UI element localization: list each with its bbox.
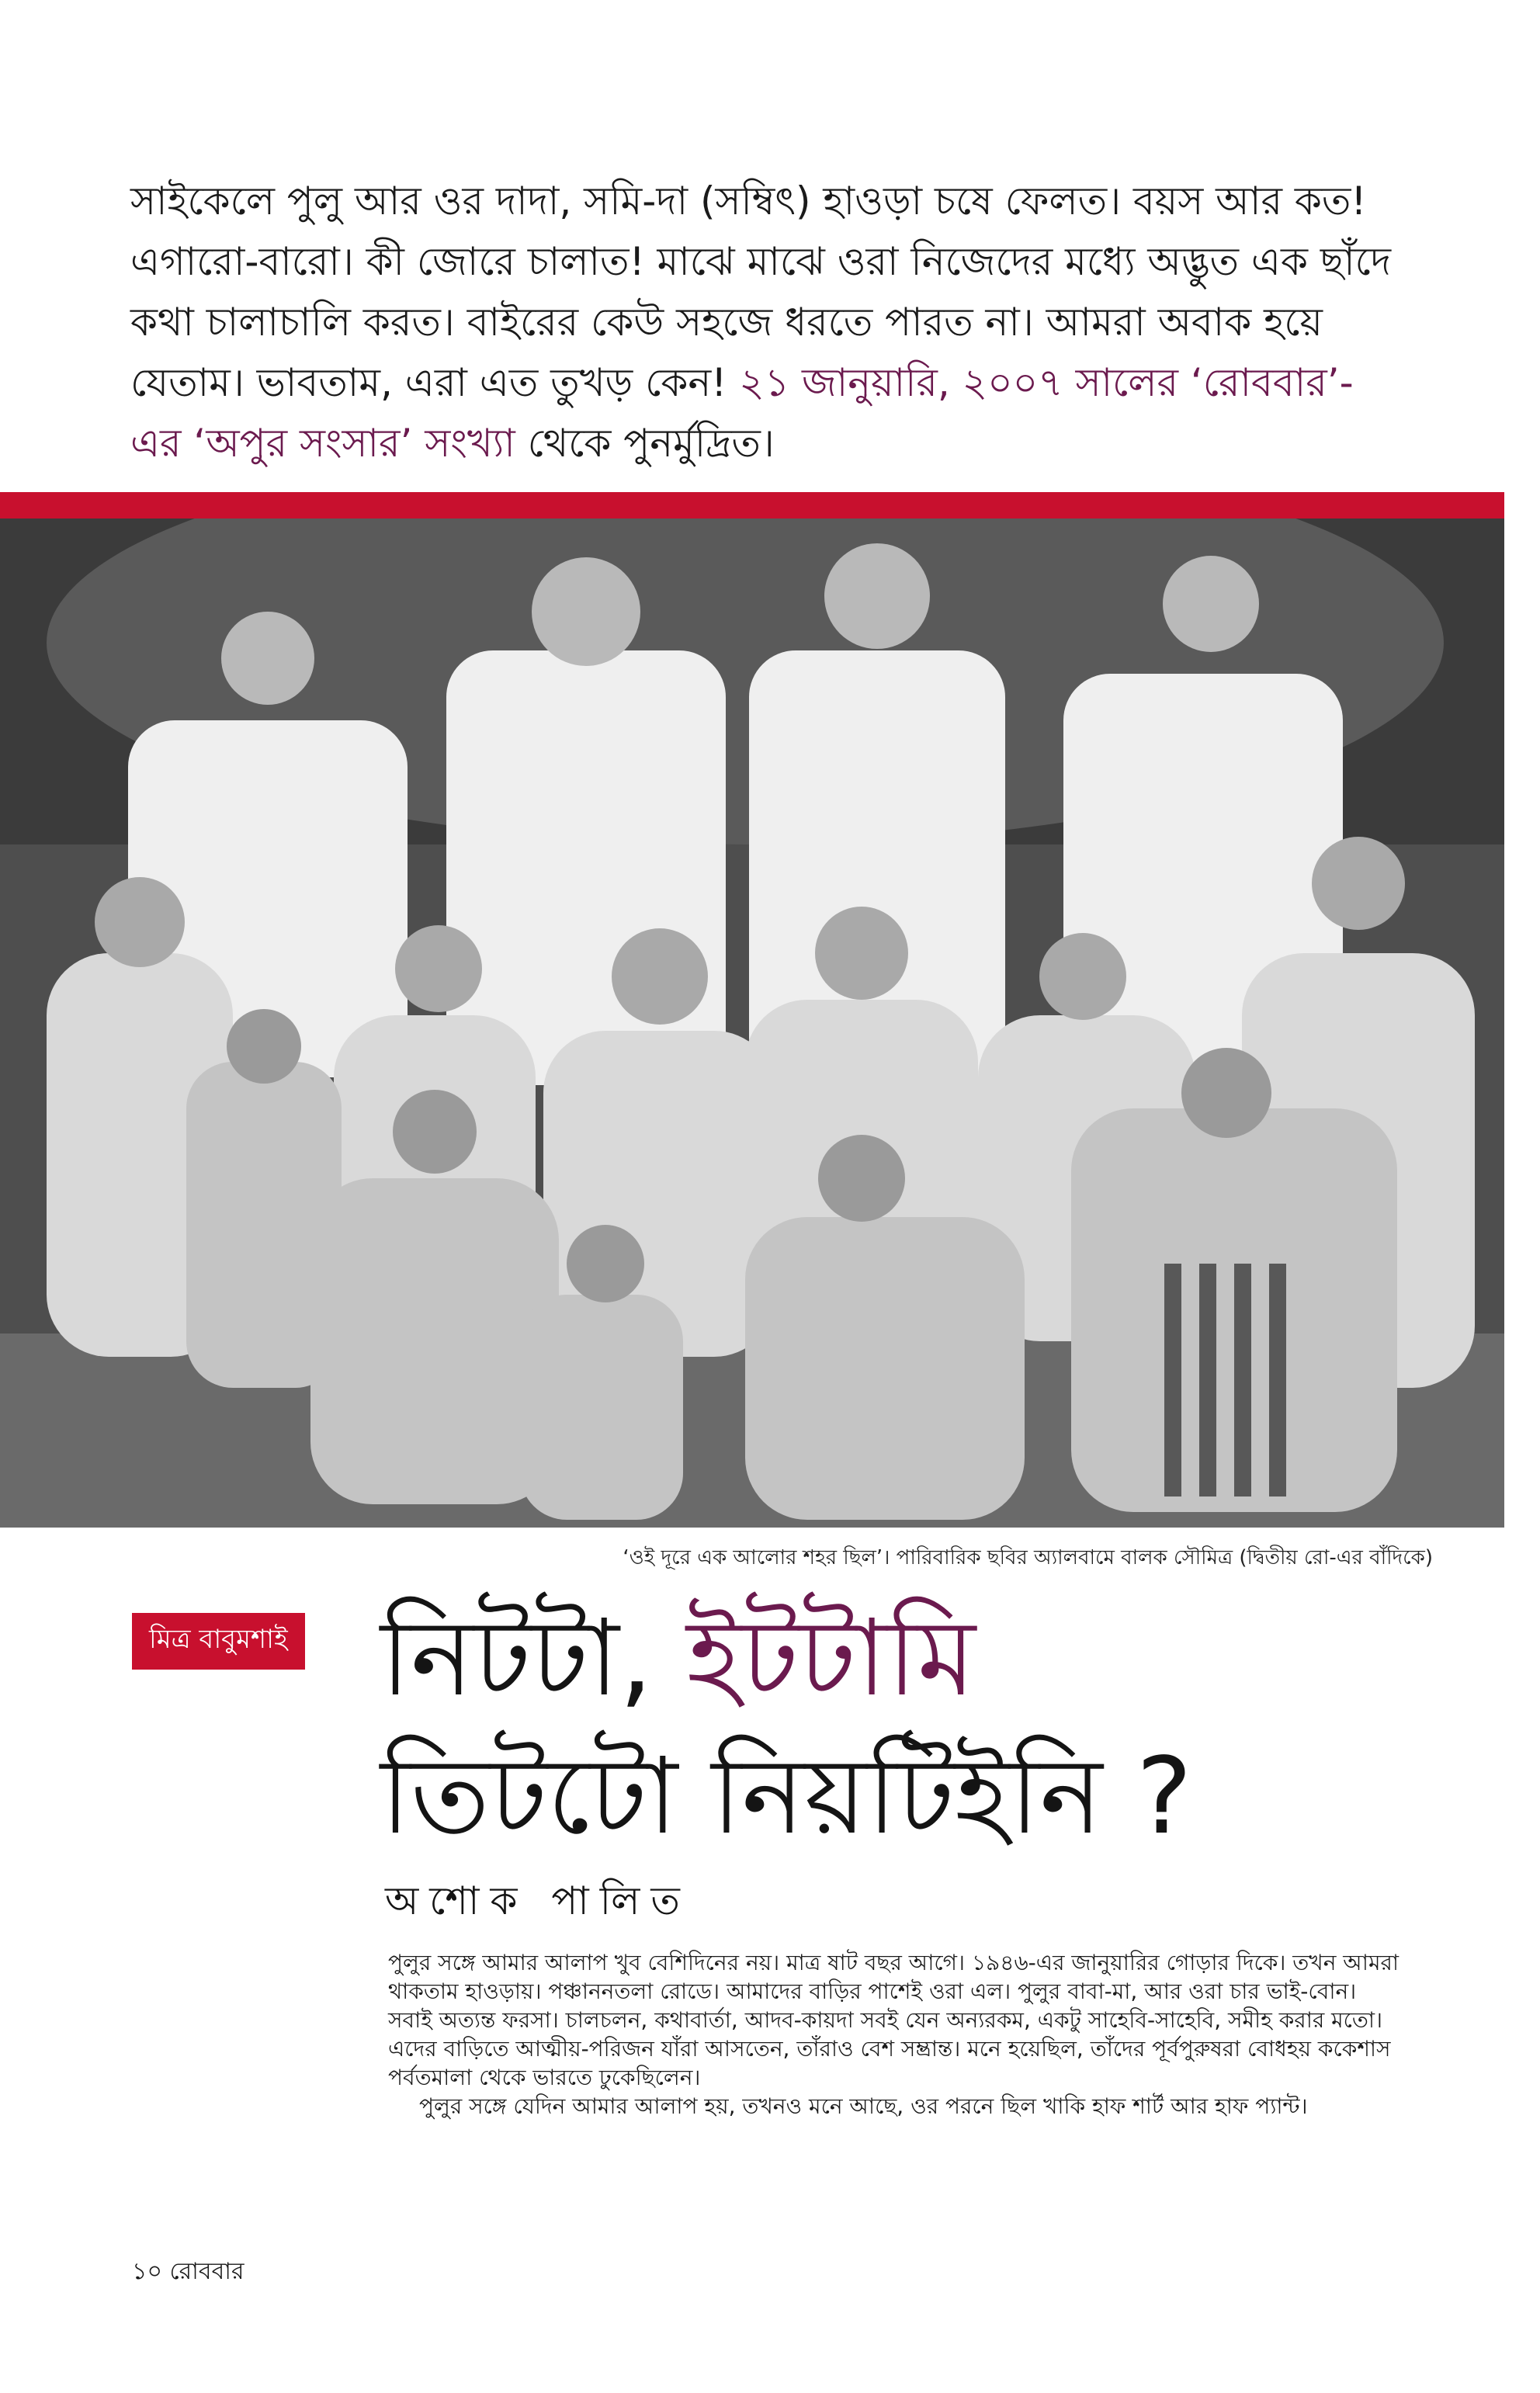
headline-line-1 <box>380 1590 1467 1728</box>
article-body <box>388 1948 1405 2121</box>
body-paragraph-1: পুলুর সঙ্গে আমার আলাপ খুব বেশিদিনের নয়। মাত্র ষাট বছর আগে। ১৯৪৬-এর জানুয়ারির গোড়ার দিকে। তখন আমরা থাকতাম হাওড়ায়। পঞ্চাননতলা রোডে। আমাদের বাড়ির পাশেই ওরা এল। পুলুর বাবা-মা, আর ওরা চার ভাই-বোন। সবাই অত্যন্ত ফরসা। চালচলন, কথাবার্তা, আদব-কায়দা সবই যেন অন্যরকম, একটু সাহেবি-সাহেবি, সমীহ করার মতো। এদের বাড়িতে আত্মীয়-পরিজন যাঁরা আসতেন, তাঁরাও বেশ সম্ভ্রান্ত। মনে হয়েছিল, তাঁদের পূর্বপুরুষরা বোধহয় ককেশাস পর্বতমালা থেকে ভারতে ঢুকেছিলেন। <box>388 1950 1400 2090</box>
headline-line-2: তিটটো নিয়টিইনি ? <box>380 1736 1192 1858</box>
byline: অশোক পালিত <box>385 1878 691 1923</box>
photo-caption: ‘ওই দূরে এক আলোর শহর ছিল’। পারিবারিক ছবির অ্যালবামে বালক সৌমিত্র (দ্বিতীয় রো-এর বাঁদিকে) <box>623 1546 1433 1569</box>
body-paragraph-2: পুলুর সঙ্গে যেদিন আমার আলাপ হয়, তখনও মনে আছে, ওর পরনে ছিল খাকি হাফ শার্ট আর হাফ প্যান্ট। <box>419 2093 1308 2119</box>
headline-line-1-b: ইটটামি <box>686 1597 976 1720</box>
intro-tail: থেকে পুনর্মুদ্রিত। <box>527 421 775 466</box>
intro-paragraph <box>130 171 1403 473</box>
headline-line-1-a: নিটটা, <box>380 1597 653 1720</box>
intro-highlight: ২১ জানুয়ারি, ২০০৭ সালের ‘রোববার’-এর ‘অপুর সংসার’ সংখ্যা <box>130 360 1354 466</box>
intro-text: সাইকেলে পুলু আর ওর দাদা, সমি-দা (সম্বিৎ) হাওড়া চষে ফেলত। বয়স আর কত! এগারো-বারো। কী জোরে চালাত! মাঝে মাঝে ওরা নিজেদের মধ্যে অদ্ভুত এক ছাঁদে কথা চালাচালি করত। বাইরের কেউ সহজে ধরতে পারত না। আমরা অবাক হয়ে যেতাম। ভাবতাম, এরা এত তুখড় কেন! <box>130 179 1391 405</box>
family-photo-illustration <box>0 518 1504 1528</box>
section-tag: মিত্র বাবুমশাই <box>132 1613 305 1670</box>
headline <box>380 1590 1467 1866</box>
page-folio: ১০ রোববার <box>132 2258 245 2285</box>
family-photo <box>0 518 1504 1528</box>
red-divider <box>0 492 1504 518</box>
